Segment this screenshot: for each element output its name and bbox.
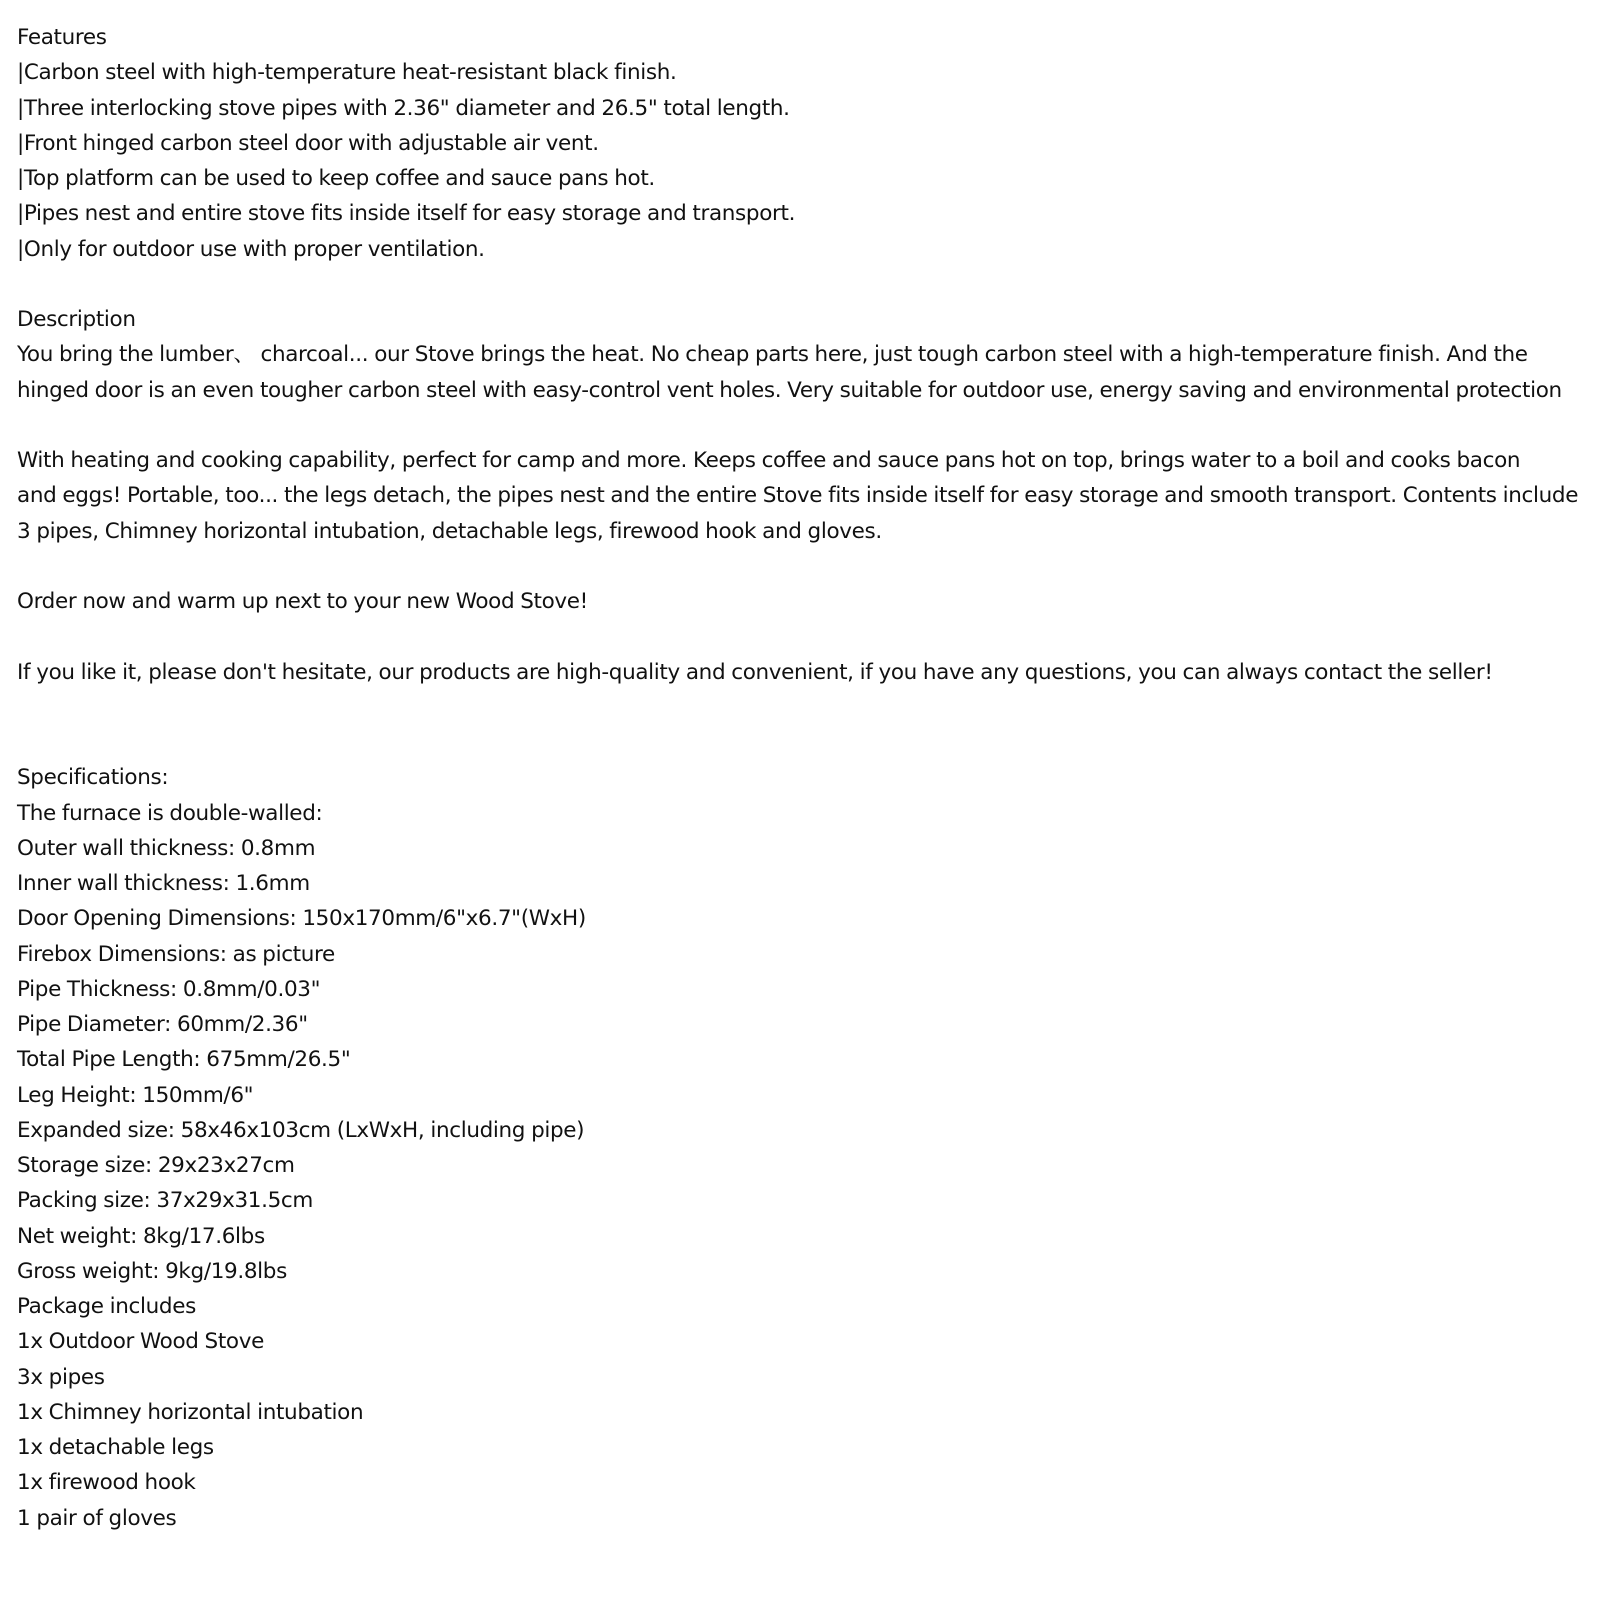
specifications-heading: Specifications: [17, 765, 169, 791]
package-item: 3x pipes [17, 1364, 105, 1390]
spacer [17, 549, 1587, 584]
feature-item: |Front hinged carbon steel door with adjustable air vent. [17, 130, 599, 156]
spacer [17, 408, 1587, 443]
feature-item: |Top platform can be used to keep coffee and sauce pans hot. [17, 166, 655, 191]
spacer [17, 267, 1587, 302]
feature-item: |Only for outdoor use with proper ventilation. [17, 236, 485, 262]
spec-item: Packing size: 37x29x31.5cm [17, 1188, 313, 1214]
package-item: 1x firewood hook [17, 1470, 196, 1496]
description-paragraph-line: 3 pipes, Chimney horizontal intubation, detachable legs, firewood hook and gloves. [17, 518, 882, 544]
feature-item: |Three interlocking stove pipes with 2.36" diameter and 26.5" total length. [17, 95, 790, 121]
feature-item: |Carbon steel with high-temperature heat-resistant black finish. [17, 60, 677, 86]
description-heading: Description [17, 307, 136, 332]
spec-item: Door Opening Dimensions: 150x170mm/6"x6.7"(WxH) [17, 906, 586, 932]
product-description-document [17, 20, 1587, 1536]
spacer [17, 619, 1587, 654]
package-item: 1x Chimney horizontal intubation [17, 1399, 364, 1425]
spec-item: Pipe Thickness: 0.8mm/0.03" [17, 976, 321, 1002]
spec-item: Pipe Diameter: 60mm/2.36" [17, 1012, 308, 1037]
spec-item: The furnace is double-walled: [17, 800, 323, 826]
spec-item: Storage size: 29x23x27cm [17, 1153, 295, 1178]
package-heading: Package includes [17, 1294, 196, 1319]
spec-item: Firebox Dimensions: as picture [17, 941, 335, 967]
spec-item: Outer wall thickness: 0.8mm [17, 835, 316, 861]
package-item: 1x Outdoor Wood Stove [17, 1329, 264, 1355]
features-heading: Features [17, 25, 107, 50]
closing-line: If you like it, please don't hesitate, our products are high-quality and convenient, if you have any questions, you can always contact the seller! [17, 659, 1493, 685]
spec-item: Gross weight: 9kg/19.8lbs [17, 1258, 287, 1284]
spec-item: Total Pipe Length: 675mm/26.5" [17, 1047, 351, 1073]
description-paragraph-line: You bring the lumber、 charcoal... our Stove brings the heat. No cheap parts here, just tough carbon steel with a high-temperature finish. And the [17, 342, 1528, 368]
order-line: Order now and warm up next to your new Wood Stove! [17, 589, 588, 614]
package-item: 1 pair of gloves [17, 1505, 177, 1531]
feature-item: |Pipes nest and entire stove fits inside itself for easy storage and transport. [17, 201, 796, 227]
spec-item: Inner wall thickness: 1.6mm [17, 871, 310, 896]
description-paragraph-line: hinged door is an even tougher carbon steel with easy-control vent holes. Very suitable for outdoor use, energy saving and environmental protection [17, 377, 1562, 403]
package-item: 1x detachable legs [17, 1435, 214, 1460]
spec-item: Net weight: 8kg/17.6lbs [17, 1223, 265, 1249]
spacer [17, 690, 1587, 761]
description-paragraph-line: With heating and cooking capability, perfect for camp and more. Keeps coffee and sauce pans hot on top, brings water to a boil and cooks bacon [17, 448, 1521, 473]
spec-item: Expanded size: 58x46x103cm (LxWxH, including pipe) [17, 1117, 585, 1143]
spec-item: Leg Height: 150mm/6" [17, 1082, 254, 1108]
description-paragraph-line: and eggs! Portable, too... the legs detach, the pipes nest and the entire Stove fits inside itself for easy storage and smooth transport. Contents include [17, 483, 1579, 509]
